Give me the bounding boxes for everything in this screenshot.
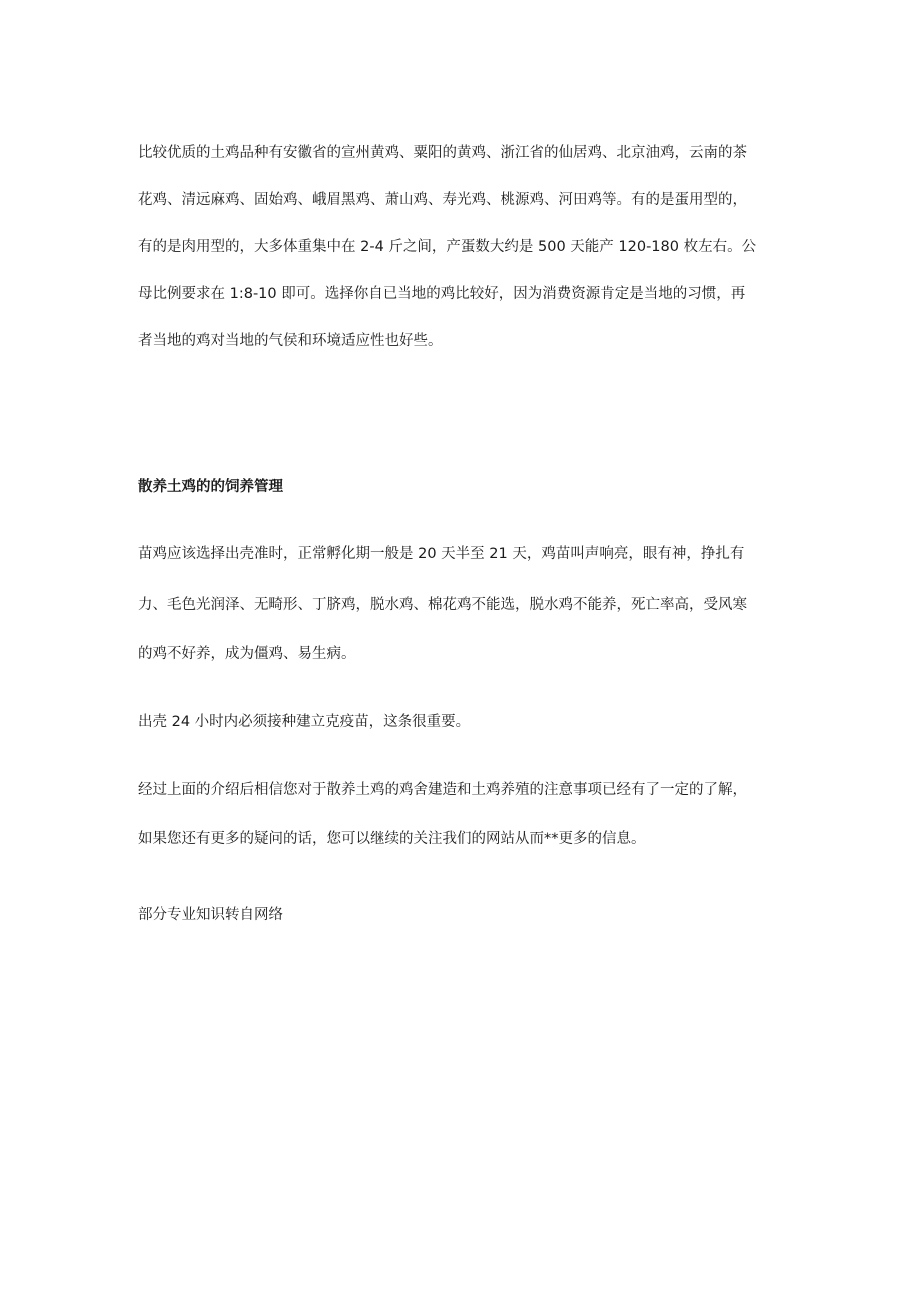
closing-line-1: 经过上面的介绍后相信您对于散养土鸡的鸡舍建造和土鸡养殖的注意事项已经有了一定的了解， — [138, 782, 747, 798]
section-heading: 散养土鸡的的饲养管理 — [138, 479, 283, 495]
intro-line-4: 母比例要求在 1:8-10 即可。选择你自已当地的鸡比较好，因为消费资源肯定是当地的习惯，再 — [138, 286, 746, 302]
intro-line-1: 比较优质的土鸡品种有安徽省的宣州黄鸡、粟阳的黄鸡、浙江省的仙居鸡、北京油鸡，云南的茶 — [138, 145, 747, 161]
intro-line-3: 有的是肉用型的，大多体重集中在 2-4 斤之间，产蛋数大约是 500 天能产 120-180 枚左右。公 — [138, 239, 757, 255]
intro-line-5: 者当地的鸡对当地的气侯和环境适应性也好些。 — [138, 333, 443, 349]
chick-selection-line-2: 力、毛色光润泽、无畸形、丁脐鸡，脱水鸡、棉花鸡不能选，脱水鸡不能养，死亡率高，受风寒 — [138, 597, 747, 613]
vaccine-note: 出壳 24 小时内必须接种建立克疫苗，这条很重要。 — [138, 714, 471, 730]
chick-selection-line-1: 苗鸡应该选择出壳准时，正常孵化期一般是 20 天半至 21 天，鸡苗叫声响亮，眼有神，挣扎有 — [138, 546, 745, 562]
intro-line-2: 花鸡、清远麻鸡、固始鸡、峨眉黑鸡、萧山鸡、寿光鸡、桃源鸡、河田鸡等。有的是蛋用型的， — [138, 192, 747, 208]
chick-selection-line-3: 的鸡不好养，成为僵鸡、易生病。 — [138, 646, 356, 662]
source-note: 部分专业知识转自网络 — [138, 907, 283, 923]
closing-line-2: 如果您还有更多的疑问的话，您可以继续的关注我们的网站从而**更多的信息。 — [138, 831, 646, 847]
